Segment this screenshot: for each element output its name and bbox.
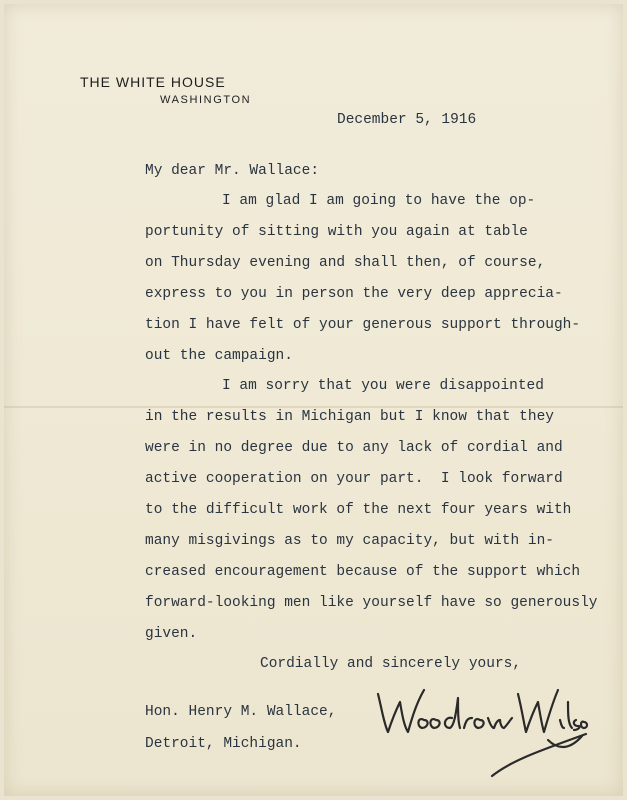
body-line: creased encouragement because of the support which (145, 564, 581, 580)
letter-sheet (4, 4, 623, 796)
salutation: My dear Mr. Wallace: (145, 163, 320, 179)
body-line: active cooperation on your part. I look forward (145, 471, 563, 487)
addressee-name: Hon. Henry M. Wallace, (145, 704, 337, 720)
body-line: I am sorry that you were disappointed (222, 378, 544, 394)
addressee-city: Detroit, Michigan. (145, 736, 302, 752)
body-line: on Thursday evening and shall then, of course, (145, 255, 546, 271)
body-line: in the results in Michigan but I know that they (145, 409, 554, 425)
body-line: forward-looking men like yourself have so generously (145, 595, 598, 611)
body-line: given. (145, 626, 198, 642)
body-line: out the campaign. (145, 348, 293, 364)
body-line: were in no degree due to any lack of cordial and (145, 440, 563, 456)
body-line: portunity of sitting with you again at table (145, 224, 528, 240)
letter-date: December 5, 1916 (337, 112, 477, 128)
body-line: to the difficult work of the next four years with (145, 502, 572, 518)
body-line: express to you in person the very deep apprecia- (145, 286, 563, 302)
body-line: tion I have felt of your generous support through- (145, 317, 581, 333)
body-line: many misgivings as to my capacity, but with in- (145, 533, 554, 549)
paper-fold (4, 406, 623, 408)
letterhead-title: THE WHITE HOUSE (80, 74, 226, 90)
signature-image (372, 680, 592, 780)
closing: Cordially and sincerely yours, (260, 656, 522, 672)
letterhead-city: WASHINGTON (160, 94, 252, 106)
body-line: I am glad I am going to have the op- (222, 193, 536, 209)
